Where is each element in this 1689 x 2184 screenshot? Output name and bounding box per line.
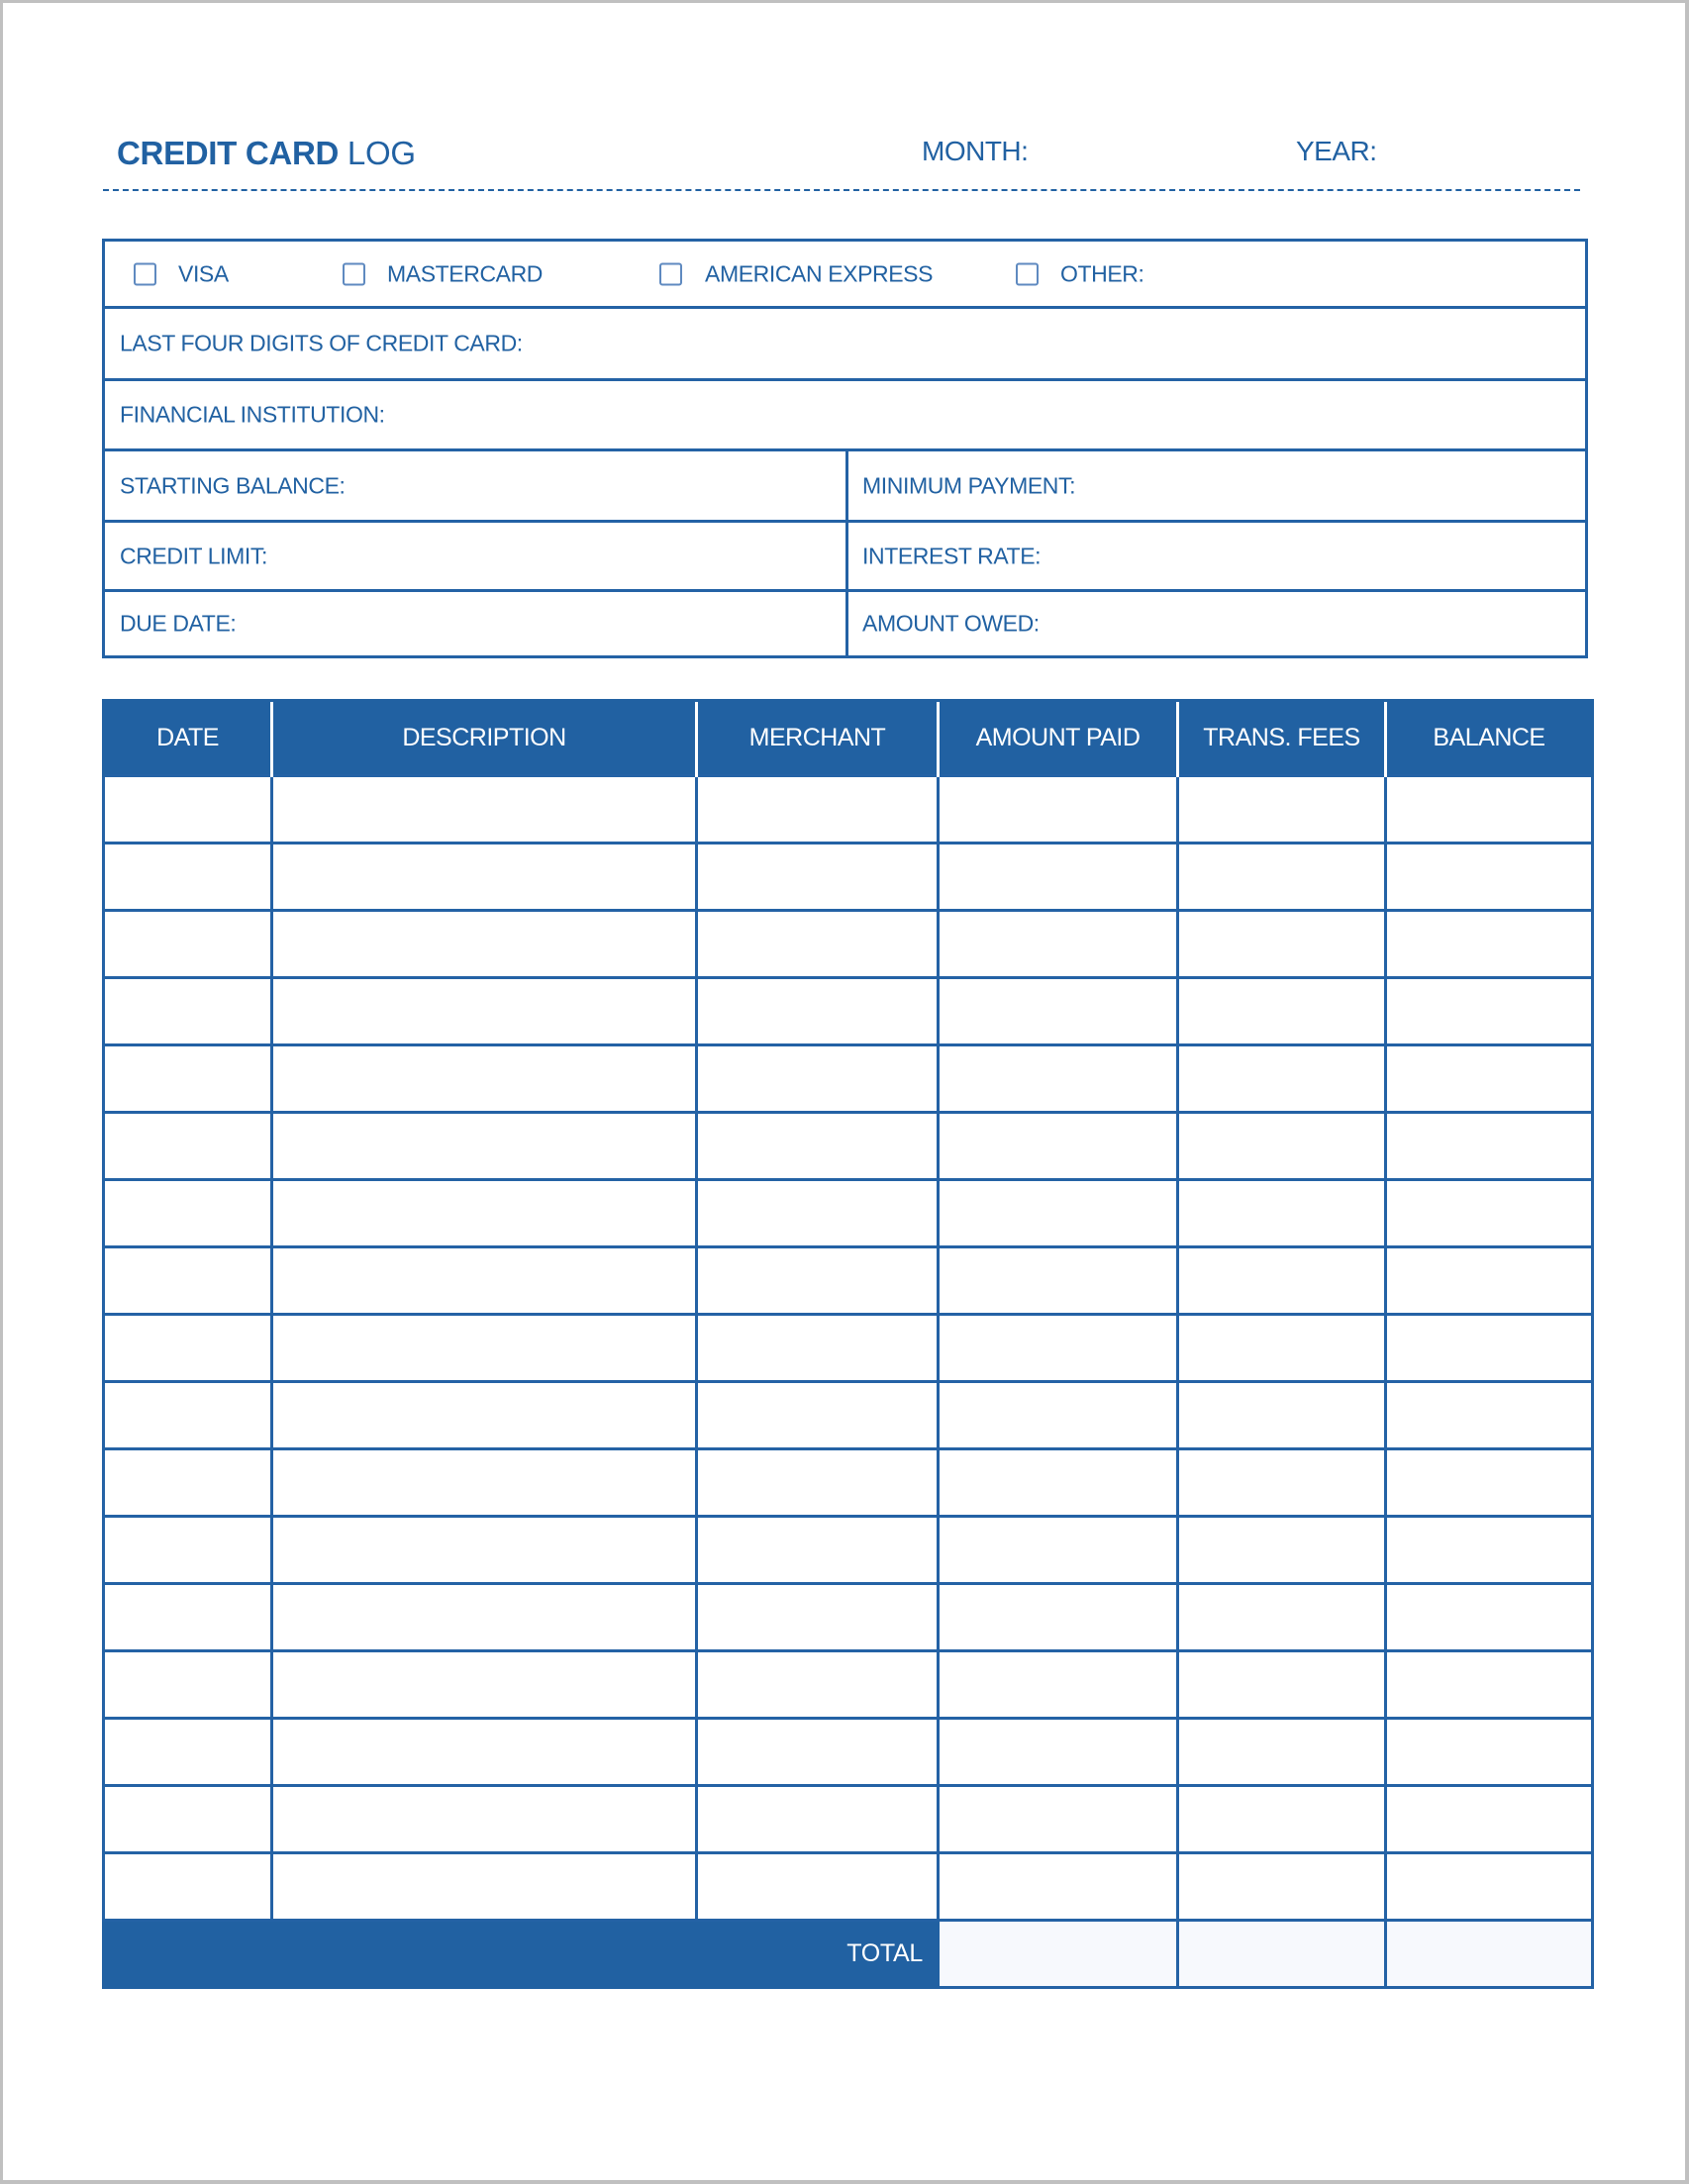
other-label[interactable]: OTHER: <box>1060 260 1144 286</box>
cell-description[interactable] <box>272 911 697 978</box>
cell-balance[interactable] <box>1386 1247 1593 1315</box>
cell-merchant[interactable] <box>697 911 939 978</box>
cell-merchant[interactable] <box>697 1853 939 1921</box>
column-divider <box>845 592 848 655</box>
cell-date[interactable] <box>104 1719 272 1786</box>
total-balance-cell[interactable] <box>1386 1921 1593 1988</box>
cell-balance[interactable] <box>1386 1786 1593 1853</box>
cell-date[interactable] <box>104 1517 272 1584</box>
cell-date[interactable] <box>104 978 272 1045</box>
cell-description[interactable] <box>272 1449 697 1517</box>
cell-merchant[interactable] <box>697 844 939 911</box>
cell-merchant[interactable] <box>697 776 939 844</box>
cell-date[interactable] <box>104 1449 272 1517</box>
cell-balance[interactable] <box>1386 1584 1593 1651</box>
cell-amount-paid[interactable] <box>939 1449 1178 1517</box>
cell-merchant[interactable] <box>697 1382 939 1449</box>
table-row <box>104 1517 1593 1584</box>
visa-checkbox[interactable] <box>134 262 156 285</box>
cell-trans-fees[interactable] <box>1178 1584 1386 1651</box>
table-row <box>104 1853 1593 1921</box>
cell-merchant[interactable] <box>697 1719 939 1786</box>
balance-payment-row <box>105 451 1585 523</box>
mastercard-label: MASTERCARD <box>387 260 544 286</box>
cell-description[interactable] <box>272 844 697 911</box>
visa-label: VISA <box>178 260 229 286</box>
cell-trans-fees[interactable] <box>1178 1315 1386 1382</box>
cell-trans-fees[interactable] <box>1178 1719 1386 1786</box>
table-row <box>104 1382 1593 1449</box>
cell-date[interactable] <box>104 911 272 978</box>
cell-description[interactable] <box>272 1113 697 1180</box>
cell-amount-paid[interactable] <box>939 911 1178 978</box>
cell-amount-paid[interactable] <box>939 1786 1178 1853</box>
cell-trans-fees[interactable] <box>1178 1449 1386 1517</box>
american-express-label: AMERICAN EXPRESS <box>705 260 934 286</box>
cell-trans-fees[interactable] <box>1178 978 1386 1045</box>
cell-trans-fees[interactable] <box>1178 1853 1386 1921</box>
table-row <box>104 1651 1593 1719</box>
cell-description[interactable] <box>272 1853 697 1921</box>
last-four-row[interactable] <box>105 309 1585 381</box>
cell-description[interactable] <box>272 1517 697 1584</box>
cell-description[interactable] <box>272 1786 697 1853</box>
cell-trans-fees[interactable] <box>1178 911 1386 978</box>
table-row <box>104 1315 1593 1382</box>
cell-trans-fees[interactable] <box>1178 1247 1386 1315</box>
cell-date[interactable] <box>104 1853 272 1921</box>
cell-amount-paid[interactable] <box>939 844 1178 911</box>
credit-limit-label: CREDIT LIMIT: <box>120 543 268 568</box>
cell-merchant[interactable] <box>697 978 939 1045</box>
column-header-merchant: MERCHANT <box>697 701 939 776</box>
total-trans-fees-cell[interactable] <box>1178 1921 1386 1988</box>
cell-amount-paid[interactable] <box>939 1113 1178 1180</box>
due-date-label: DUE DATE: <box>120 610 237 637</box>
cell-merchant[interactable] <box>697 1180 939 1247</box>
column-header-trans-fees: TRANS. FEES <box>1178 701 1386 776</box>
cell-description[interactable] <box>272 1247 697 1315</box>
cell-merchant[interactable] <box>697 1584 939 1651</box>
amount-owed-label: AMOUNT OWED: <box>862 610 1040 637</box>
cell-balance[interactable] <box>1386 844 1593 911</box>
cell-trans-fees[interactable] <box>1178 1113 1386 1180</box>
minimum-payment-label: MINIMUM PAYMENT: <box>862 472 1076 498</box>
table-row <box>104 1045 1593 1113</box>
interest-rate-label: INTEREST RATE: <box>862 543 1042 568</box>
cell-amount-paid[interactable] <box>939 1651 1178 1719</box>
starting-balance-label: STARTING BALANCE: <box>120 472 346 498</box>
institution-row[interactable] <box>105 381 1585 451</box>
cell-date[interactable] <box>104 1315 272 1382</box>
cell-amount-paid[interactable] <box>939 1853 1178 1921</box>
cell-balance[interactable] <box>1386 1449 1593 1517</box>
cell-amount-paid[interactable] <box>939 978 1178 1045</box>
cell-trans-fees[interactable] <box>1178 844 1386 911</box>
cell-trans-fees[interactable] <box>1178 1180 1386 1247</box>
institution-label: FINANCIAL INSTITUTION: <box>120 401 385 428</box>
cell-balance[interactable] <box>1386 1719 1593 1786</box>
cell-description[interactable] <box>272 1584 697 1651</box>
column-header-description: DESCRIPTION <box>272 701 697 776</box>
column-divider <box>845 523 848 589</box>
table-row <box>104 776 1593 844</box>
header-divider <box>103 189 1580 191</box>
cell-merchant[interactable] <box>697 1315 939 1382</box>
cell-date[interactable] <box>104 1786 272 1853</box>
table-row <box>104 1113 1593 1180</box>
table-row <box>104 911 1593 978</box>
table-row <box>104 1584 1593 1651</box>
cell-amount-paid[interactable] <box>939 1045 1178 1113</box>
credit-card-log-page <box>3 3 1685 2180</box>
table-row <box>104 1247 1593 1315</box>
card-type-row <box>105 242 1585 309</box>
table-header-row <box>104 701 1593 776</box>
cell-balance[interactable] <box>1386 776 1593 844</box>
table-row <box>104 1449 1593 1517</box>
cell-amount-paid[interactable] <box>939 1584 1178 1651</box>
cell-merchant[interactable] <box>697 1045 939 1113</box>
cell-trans-fees[interactable] <box>1178 1517 1386 1584</box>
table-row <box>104 1180 1593 1247</box>
mastercard-checkbox[interactable] <box>343 262 365 285</box>
cell-balance[interactable] <box>1386 1517 1593 1584</box>
table-row <box>104 1786 1593 1853</box>
cell-balance[interactable] <box>1386 1651 1593 1719</box>
cell-amount-paid[interactable] <box>939 1315 1178 1382</box>
cell-trans-fees[interactable] <box>1178 1786 1386 1853</box>
cell-description[interactable] <box>272 978 697 1045</box>
cell-date[interactable] <box>104 1584 272 1651</box>
cell-description[interactable] <box>272 1719 697 1786</box>
cell-description[interactable] <box>272 1180 697 1247</box>
cell-trans-fees[interactable] <box>1178 776 1386 844</box>
cell-date[interactable] <box>104 776 272 844</box>
cell-balance[interactable] <box>1386 1382 1593 1449</box>
total-label: TOTAL <box>104 1921 939 1988</box>
cell-balance[interactable] <box>1386 978 1593 1045</box>
cell-date[interactable] <box>104 1651 272 1719</box>
cell-balance[interactable] <box>1386 911 1593 978</box>
table-body <box>104 776 1593 1921</box>
cell-date[interactable] <box>104 1045 272 1113</box>
table-row <box>104 978 1593 1045</box>
cell-balance[interactable] <box>1386 1113 1593 1180</box>
cell-merchant[interactable] <box>697 1651 939 1719</box>
cell-amount-paid[interactable] <box>939 1517 1178 1584</box>
cell-amount-paid[interactable] <box>939 1719 1178 1786</box>
cell-balance[interactable] <box>1386 1045 1593 1113</box>
cell-merchant[interactable] <box>697 1517 939 1584</box>
cell-trans-fees[interactable] <box>1178 1045 1386 1113</box>
cell-trans-fees[interactable] <box>1178 1382 1386 1449</box>
table-row <box>104 1719 1593 1786</box>
cell-date[interactable] <box>104 1382 272 1449</box>
limit-rate-row <box>105 523 1585 592</box>
cell-amount-paid[interactable] <box>939 1247 1178 1315</box>
cell-balance[interactable] <box>1386 1315 1593 1382</box>
cell-balance[interactable] <box>1386 1853 1593 1921</box>
cell-description[interactable] <box>272 1315 697 1382</box>
cell-merchant[interactable] <box>697 1113 939 1180</box>
cell-description[interactable] <box>272 1382 697 1449</box>
cell-merchant[interactable] <box>697 1449 939 1517</box>
cell-description[interactable] <box>272 1045 697 1113</box>
month-field[interactable]: MONTH: <box>922 136 1029 166</box>
column-header-balance: BALANCE <box>1386 701 1593 776</box>
last-four-label: LAST FOUR DIGITS OF CREDIT CARD: <box>120 330 523 356</box>
column-header-date: DATE <box>104 701 272 776</box>
cell-description[interactable] <box>272 776 697 844</box>
american-express-checkbox[interactable] <box>659 262 682 285</box>
column-divider <box>845 451 848 520</box>
cell-date[interactable] <box>104 1180 272 1247</box>
page-title-light: LOG <box>347 135 416 171</box>
other-checkbox[interactable] <box>1016 262 1039 285</box>
cell-date[interactable] <box>104 1247 272 1315</box>
cell-date[interactable] <box>104 844 272 911</box>
due-owed-row <box>105 592 1585 655</box>
cell-merchant[interactable] <box>697 1786 939 1853</box>
total-amount-paid-cell[interactable] <box>939 1921 1178 1988</box>
cell-balance[interactable] <box>1386 1180 1593 1247</box>
cell-trans-fees[interactable] <box>1178 1651 1386 1719</box>
table-row <box>104 844 1593 911</box>
total-row <box>104 1921 1593 1988</box>
column-header-amount-paid: AMOUNT PAID <box>939 701 1178 776</box>
year-field[interactable]: YEAR: <box>1296 136 1377 166</box>
cell-date[interactable] <box>104 1113 272 1180</box>
cell-description[interactable] <box>272 1651 697 1719</box>
transaction-log-table <box>102 699 1594 1989</box>
cell-amount-paid[interactable] <box>939 776 1178 844</box>
cell-merchant[interactable] <box>697 1247 939 1315</box>
page-title <box>117 135 416 172</box>
card-info-box <box>102 239 1588 658</box>
page-title-bold: CREDIT CARD <box>117 135 340 171</box>
cell-amount-paid[interactable] <box>939 1382 1178 1449</box>
cell-amount-paid[interactable] <box>939 1180 1178 1247</box>
